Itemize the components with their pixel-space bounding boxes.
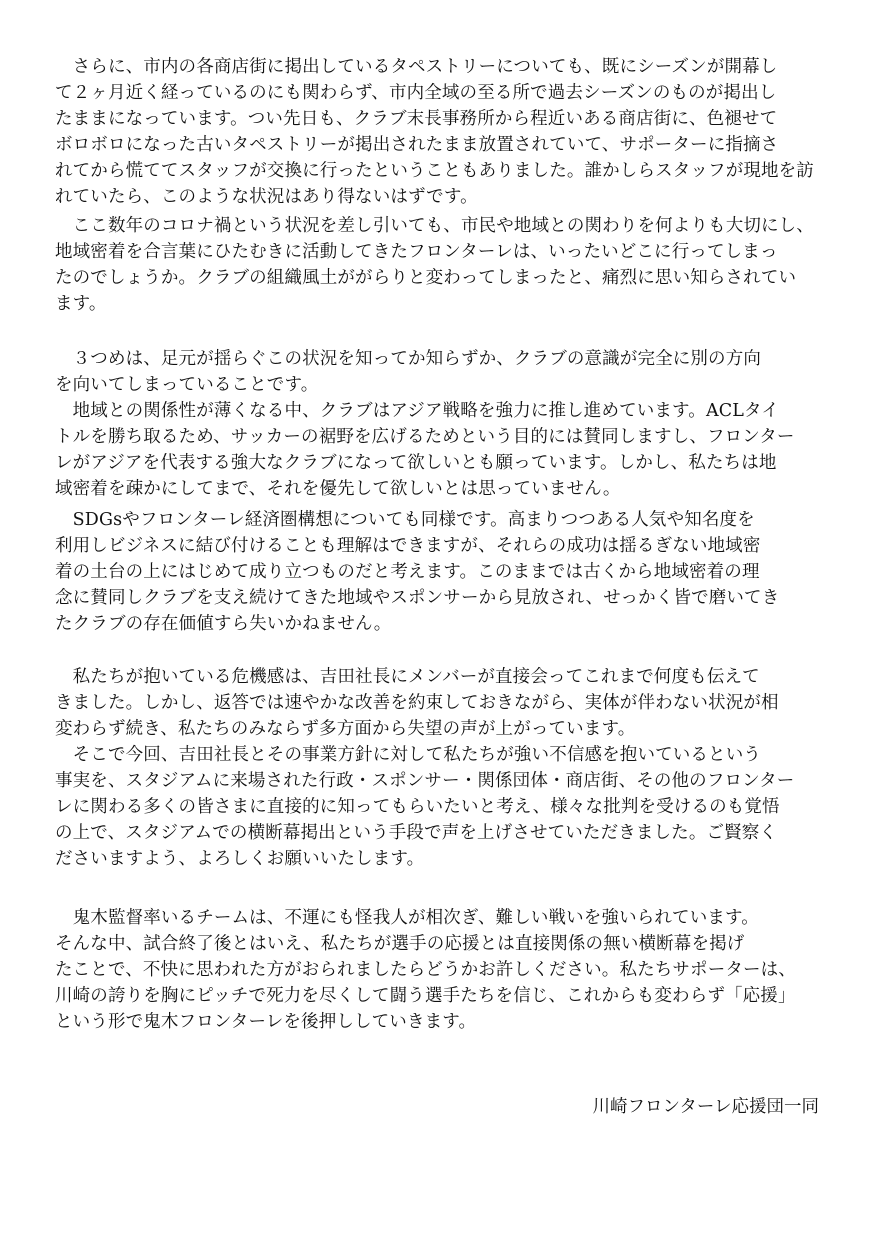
text-line: 川崎の誇りを胸にピッチで死力を尽くして闘う選手たちを信じ、これからも変わらず「応援」 xyxy=(55,986,796,1006)
text-line: レに関わる多くの皆さまに直接的に知ってもらいたいと考え、様々な批判を受けるのも覚悟 xyxy=(55,797,780,817)
text-line: の上で、スタジアムでの横断幕掲出という手段で声を上げさせていただきました。ご賢察く xyxy=(55,823,778,843)
text-line: 変わらず続き、私たちのみならず多方面から失望の声が上がっています。 xyxy=(55,719,636,739)
text-line: レがアジアを代表する強大なクラブになって欲しいとも願っています。しかし、私たちは地 xyxy=(55,453,777,473)
text-line: て２ヶ月近く経っているのにも関わらず、市内全域の至る所で過去シーズンのものが掲出し xyxy=(55,83,777,103)
text-line: ます。 xyxy=(55,294,107,314)
text-line: 地域密着を合言葉にひたむきに活動してきたフロンターレは、いったいどこに行ってしまっ xyxy=(55,242,778,262)
text-line: 地域との関係性が薄くなる中、クラブはアジア戦略を強力に推し進めています。ACLタイ xyxy=(55,401,779,421)
text-line: たのでしょうか。クラブの組織風土ががらりと変わってしまったと、痛烈に思い知らされてい xyxy=(55,268,797,288)
text-line: ボロボロになった古いタペストリーが掲出されたまま放置されていて、サポーターに指摘さ xyxy=(55,135,779,155)
text-line: ３つめは、足元が揺らぐこの状況を知ってか知らずか、クラブの意識が完全に別の方向 xyxy=(55,349,761,369)
text-line: たクラブの存在価値すら失いかねません。 xyxy=(55,614,392,634)
text-line: 私たちが抱いている危機感は、吉田社長にメンバーが直接会ってこれまで何度も伝えて xyxy=(55,667,760,687)
text-line: きました。しかし、返答では速やかな改善を約束しておきながら、実体が伴わない状況が相 xyxy=(55,693,779,713)
text-line: たままになっています。つい先日も、クラブ末長事務所から程近いある商店街に、色褪せて xyxy=(55,109,778,129)
text-line: 利用しビジネスに結び付けることも理解はできますが、それらの成功は揺るぎない地域密 xyxy=(55,536,761,556)
text-line: を向いてしまっていることです。 xyxy=(55,375,319,395)
text-line: ださいますよう、よろしくお願いいたします。 xyxy=(55,849,425,869)
text-line: SDGsやフロンターレ経済圏構想についても同様です。高まりつつある人気や知名度を xyxy=(55,510,755,530)
text-line: 鬼木監督率いるチームは、不運にも怪我人が相次ぎ、難しい戦いを強いられています。 xyxy=(55,908,759,928)
text-line: ここ数年のコロナ禍という状況を差し引いても、市民や地域との関わりを何よりも大切にし、 xyxy=(55,216,814,236)
text-line: そこで今回、吉田社長とその事業方針に対して私たちが強い不信感を抱いているという xyxy=(55,745,761,765)
text-line: 事実を、スタジアムに来場された行政・スポンサー・関係団体・商店街、その他のフロンター xyxy=(55,771,795,791)
text-line: という形で鬼木フロンターレを後押ししていきます。 xyxy=(55,1012,477,1032)
text-line: 念に賛同しクラブを支え続けてきた地域やスポンサーから見放され、せっかく皆で磨いてき xyxy=(55,588,780,608)
text-line: 着の土台の上にはじめて成り立つものだと考えます。このままでは古くから地域密着の理 xyxy=(55,562,760,582)
text-line: たことで、不快に思われた方がおられましたらどうかお許しください。私たちサポーターは、 xyxy=(55,960,796,980)
text-line: そんな中、試合終了後とはいえ、私たちが選手の応援とは直接関係の無い横断幕を掲げ xyxy=(55,934,745,954)
text-line: さらに、市内の各商店街に掲出しているタペストリーについても、既にシーズンが開幕し xyxy=(55,57,778,77)
text-line: 域密着を疎かにしてまで、それを優先して欲しいとは思っていません。 xyxy=(55,479,621,499)
text-line: トルを勝ち取るため、サッカーの裾野を広げるためという目的には賛同しますし、フロンター xyxy=(55,427,795,447)
text-line: れていたら、このような状況はあり得ないはずです。 xyxy=(55,187,478,207)
signature: 川崎フロンターレ応援団一同 xyxy=(592,1097,819,1117)
text-line: れてから慌ててスタッフが交換に行ったということもありました。誰かしらスタッフが現地を訪 xyxy=(55,161,814,181)
